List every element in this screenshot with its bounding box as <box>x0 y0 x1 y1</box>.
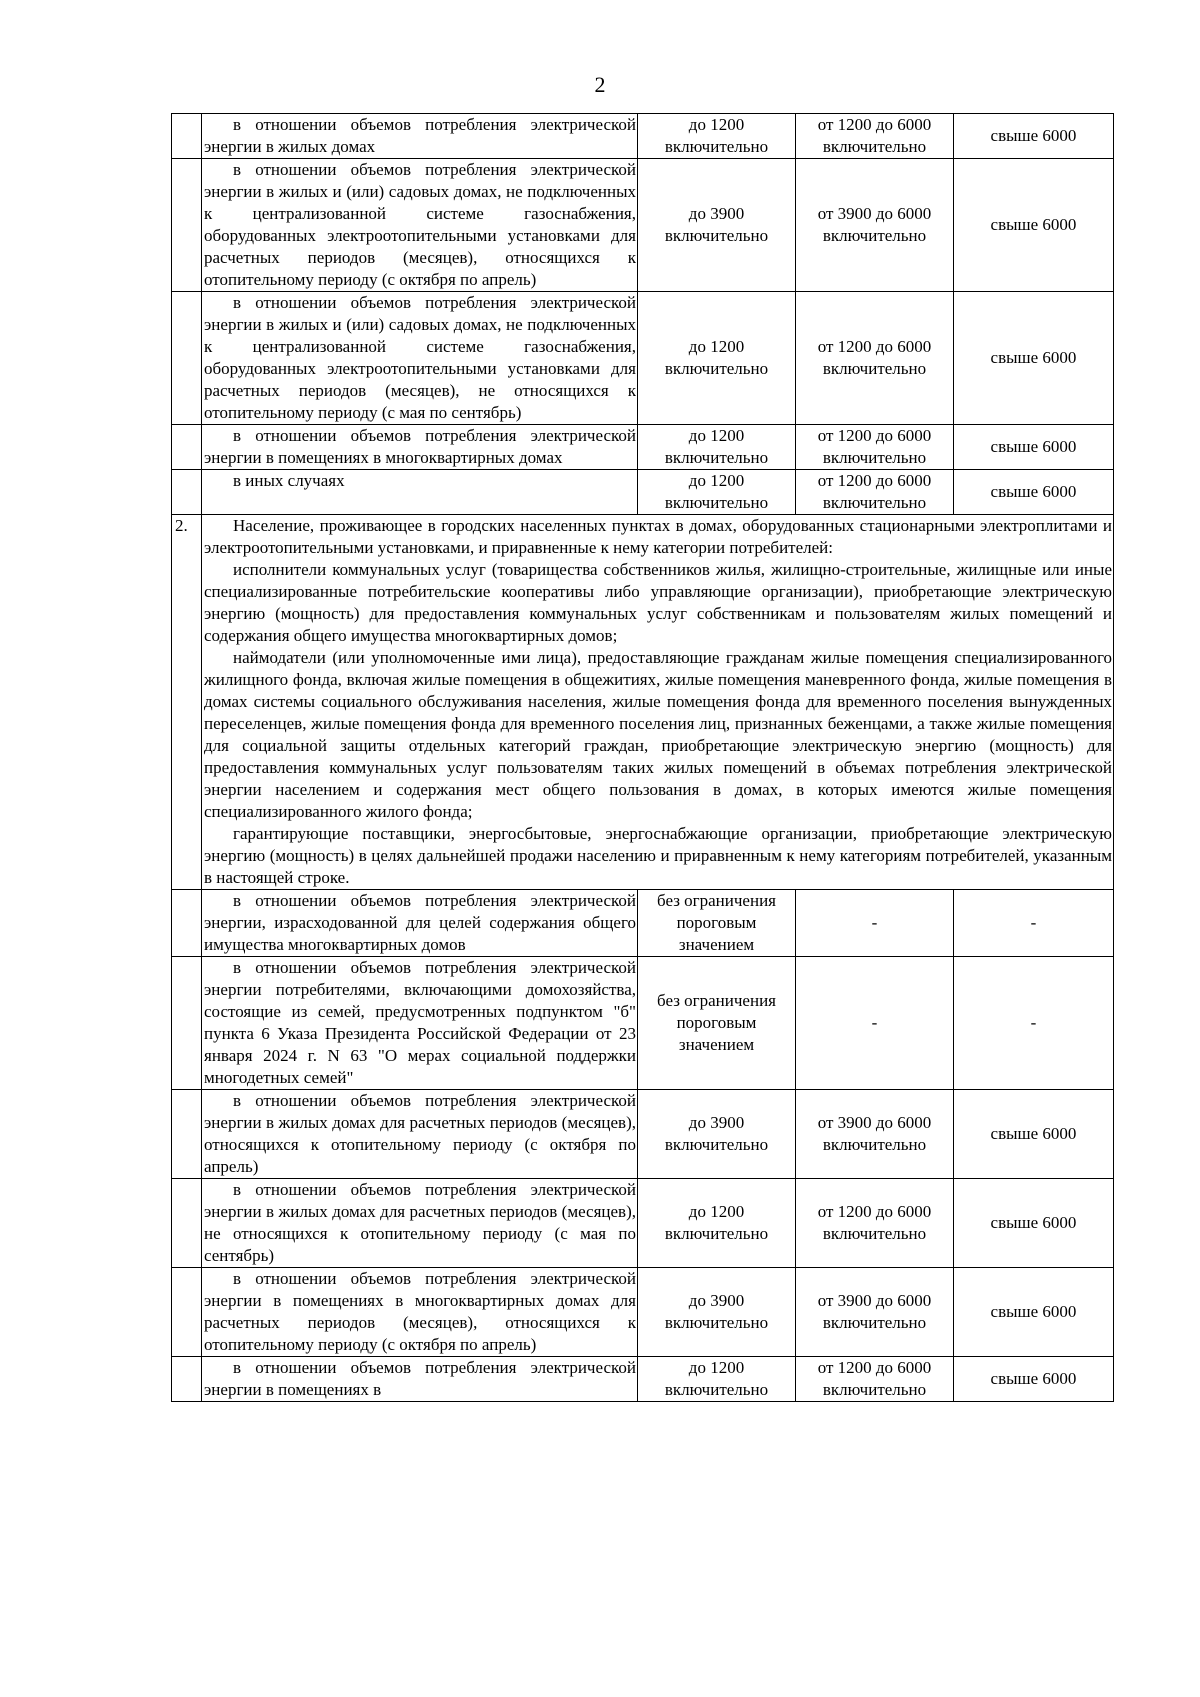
range-first-text: до 1200 включительно <box>664 1202 769 1243</box>
range-second <box>796 1179 954 1268</box>
consumption-description-text: в отношении объемов потребления электрической энергии в помещениях в многоквартирных домах <box>204 426 636 467</box>
consumption-description <box>202 1357 638 1402</box>
table-row <box>172 1357 1114 1402</box>
range-second-text: от 3900 до 6000 включительно <box>817 1113 932 1154</box>
range-first <box>638 114 796 159</box>
table-row <box>172 890 1114 957</box>
range-first-text: до 1200 включительно <box>664 337 769 378</box>
range-third-text: свыше 6000 <box>990 1213 1077 1232</box>
range-second <box>796 1268 954 1357</box>
range-second-text: от 1200 до 6000 включительно <box>817 426 932 467</box>
range-third <box>954 1179 1114 1268</box>
range-first <box>638 1268 796 1357</box>
range-third-text: свыше 6000 <box>990 1369 1077 1388</box>
range-second <box>796 292 954 425</box>
consumption-description <box>202 1268 638 1357</box>
range-first-text: до 1200 включительно <box>664 1358 769 1399</box>
range-third <box>954 1268 1114 1357</box>
range-first <box>638 425 796 470</box>
consumption-description-text: в отношении объемов потребления электрической энергии в помещениях в многоквартирных домах для расчетных периодов (месяцев), относящихся к отопительному периоду (с октября по апрель) <box>204 1269 636 1354</box>
range-first <box>638 292 796 425</box>
consumption-description-text: в отношении объемов потребления электрической энергии в жилых домах для расчетных периодов (месяцев), относящихся к отопительному периоду (с октября по апрель) <box>204 1091 636 1176</box>
table-row <box>172 292 1114 425</box>
section-2-paragraph: исполнители коммунальных услуг (товарищества собственников жилья, жилищно-строительные, жилищные или иные специализированные потребительские кооперативы либо управляющие организации), приобретающие электрическую энергию (мощность) для предоставления коммунальных услуг собственникам и пользователям жилых помещений и содержания общего имущества многоквартирных домов; <box>204 560 1112 645</box>
row-number-cell <box>172 957 202 1090</box>
range-third-text: свыше 6000 <box>990 437 1077 456</box>
table-row <box>172 159 1114 292</box>
range-first-text: до 1200 включительно <box>664 426 769 467</box>
range-third <box>954 470 1114 515</box>
range-first-text: до 3900 включительно <box>664 1291 769 1332</box>
consumption-description <box>202 470 638 515</box>
range-second-text: от 3900 до 6000 включительно <box>817 1291 932 1332</box>
range-third <box>954 1090 1114 1179</box>
row-number-cell <box>172 1357 202 1402</box>
range-third <box>954 425 1114 470</box>
range-third-text: свыше 6000 <box>990 126 1077 145</box>
table-row <box>172 470 1114 515</box>
consumption-description <box>202 1090 638 1179</box>
range-second-text: от 1200 до 6000 включительно <box>817 1202 932 1243</box>
consumption-description <box>202 159 638 292</box>
consumption-description <box>202 890 638 957</box>
consumption-description-text: в отношении объемов потребления электрической энергии в жилых и (или) садовых домах, не подключенных к централизованной системе газоснабжения, оборудованных электроотопительными установками для расчетных периодов (месяцев), относящихся к отопительному периоду (с октября по апрель) <box>204 160 636 289</box>
range-third-text: свыше 6000 <box>990 1302 1077 1321</box>
range-second <box>796 114 954 159</box>
range-second <box>796 957 954 1090</box>
range-first-text: до 1200 включительно <box>664 471 769 512</box>
section-2-row <box>172 515 1114 890</box>
range-second <box>796 890 954 957</box>
range-second-text: от 1200 до 6000 включительно <box>817 115 932 156</box>
range-third-text: свыше 6000 <box>990 1124 1077 1143</box>
range-third-text: свыше 6000 <box>990 348 1077 367</box>
range-first-text: без ограничения пороговым значением <box>657 891 776 954</box>
consumption-description <box>202 957 638 1090</box>
range-third-text: свыше 6000 <box>990 482 1077 501</box>
table-row <box>172 114 1114 159</box>
range-third-text: - <box>1030 1013 1037 1032</box>
row-number-cell <box>172 292 202 425</box>
row-number-cell <box>172 425 202 470</box>
range-third <box>954 957 1114 1090</box>
section-2-description <box>202 515 1114 890</box>
consumption-description-text: в отношении объемов потребления электрической энергии, израсходованной для целей содержания общего имущества многоквартирных домов <box>204 891 636 954</box>
row-number-cell <box>172 470 202 515</box>
range-second-text: от 3900 до 6000 включительно <box>817 204 932 245</box>
consumption-description-text: в иных случаях <box>233 471 345 490</box>
consumption-description <box>202 1179 638 1268</box>
consumption-description-text: в отношении объемов потребления электрической энергии в жилых домах <box>204 115 636 156</box>
row-number-cell <box>172 1179 202 1268</box>
table-row <box>172 957 1114 1090</box>
range-second-text: от 1200 до 6000 включительно <box>817 1358 932 1399</box>
consumption-description-text: в отношении объемов потребления электрической энергии в жилых домах для расчетных периодов (месяцев), не относящихся к отопительному периоду (с мая по сентябрь) <box>204 1180 636 1265</box>
range-first-text: без ограничения пороговым значением <box>657 991 776 1054</box>
range-third <box>954 292 1114 425</box>
row-number-cell <box>172 890 202 957</box>
section-2-paragraph: гарантирующие поставщики, энергосбытовые, энергоснабжающие организации, приобретающие электрическую энергию (мощность) в целях дальнейшей продажи населению и приравненным к нему категориям потребителей, указанным в настоящей строке. <box>204 824 1112 887</box>
table-row <box>172 1090 1114 1179</box>
consumption-description-text: в отношении объемов потребления электрической энергии потребителями, включающими домохозяйства, состоящие из семей, предусмотренных подпунктом "б" пункта 6 Указа Президента Российской Федерации от 23 января 2024 г. N 63 "О мерах социальной поддержки многодетных семей" <box>204 958 636 1087</box>
consumption-description-text: в отношении объемов потребления электрической энергии в помещениях в <box>204 1358 636 1399</box>
section-2-paragraph: Население, проживающее в городских населенных пунктах в домах, оборудованных стационарными электроплитами и электроотопительными установками, и приравненные к нему категории потребителей: <box>204 516 1112 557</box>
range-first <box>638 1357 796 1402</box>
table-body <box>172 114 1114 1402</box>
range-second <box>796 470 954 515</box>
consumption-description <box>202 292 638 425</box>
consumption-description <box>202 114 638 159</box>
range-first <box>638 1090 796 1179</box>
range-second <box>796 1090 954 1179</box>
range-first <box>638 957 796 1090</box>
range-third <box>954 1357 1114 1402</box>
range-second-text: от 1200 до 6000 включительно <box>817 337 932 378</box>
range-third <box>954 159 1114 292</box>
range-first-text: до 3900 включительно <box>664 204 769 245</box>
range-second <box>796 1357 954 1402</box>
range-first <box>638 470 796 515</box>
range-third-text: свыше 6000 <box>990 215 1077 234</box>
row-number-cell <box>172 1090 202 1179</box>
range-first <box>638 159 796 292</box>
section-2-paragraph: наймодатели (или уполномоченные ими лица), предоставляющие гражданам жилые помещения специализированного жилищного фонда, включая жилые помещения в общежитиях, жилые помещения маневренного фонда, жилые помещения в домах системы социального обслуживания населения, жилые помещения фонда для временного поселения вынужденных переселенцев, жилые помещения фонда для временного поселения лиц, признанных беженцами, а также жилые помещения для социальной защиты отдельных категорий граждан, приобретающие электрическую энергию (мощность) для предоставления коммунальных услуг пользователям таких жилых помещений в объемах потребления электрической энергии населением и содержания мест общего пользования в домах, в которых имеются жилые помещения специализированного жилого фонда; <box>204 648 1112 821</box>
section-number: 2. <box>172 515 202 890</box>
table-row <box>172 1268 1114 1357</box>
range-second-text: от 1200 до 6000 включительно <box>817 471 932 512</box>
range-second <box>796 425 954 470</box>
row-number-cell <box>172 159 202 292</box>
range-first <box>638 890 796 957</box>
range-first-text: до 1200 включительно <box>664 115 769 156</box>
table-row <box>172 425 1114 470</box>
range-first-text: до 3900 включительно <box>664 1113 769 1154</box>
tariff-table <box>171 113 1114 1402</box>
range-second-text: - <box>871 1013 878 1032</box>
range-second <box>796 159 954 292</box>
range-third <box>954 890 1114 957</box>
consumption-description-text: в отношении объемов потребления электрической энергии в жилых и (или) садовых домах, не подключенных к централизованной системе газоснабжения, оборудованных электроотопительными установками для расчетных периодов (месяцев), не относящихся к отопительному периоду (с мая по сентябрь) <box>204 293 636 422</box>
page-number: 2 <box>594 72 606 97</box>
range-first <box>638 1179 796 1268</box>
range-second-text: - <box>871 913 878 932</box>
row-number-cell <box>172 114 202 159</box>
table-row <box>172 1179 1114 1268</box>
range-third-text: - <box>1030 913 1037 932</box>
row-number-cell <box>172 1268 202 1357</box>
consumption-description <box>202 425 638 470</box>
range-third <box>954 114 1114 159</box>
